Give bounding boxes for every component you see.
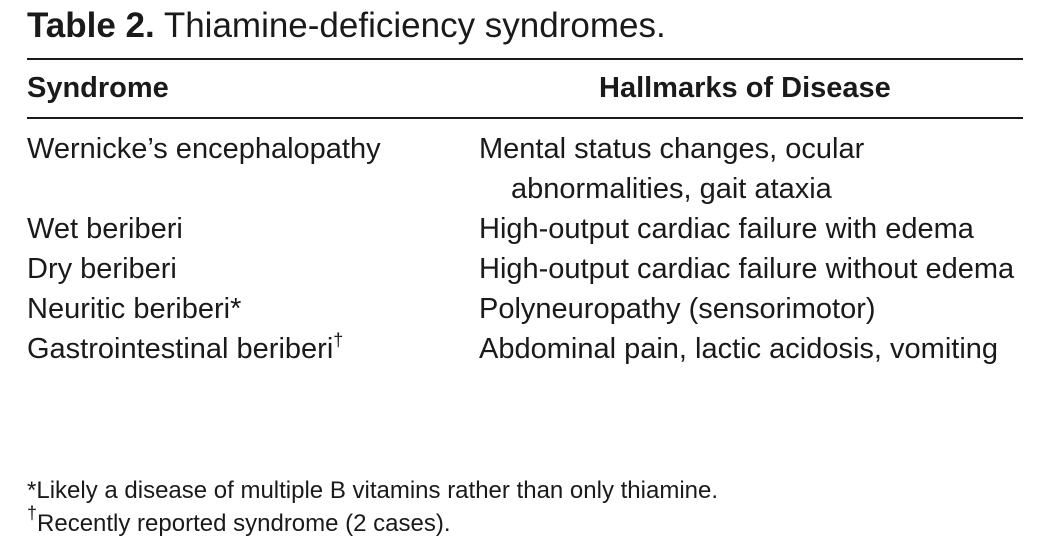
table-title: Thiamine-deficiency syndromes.: [163, 6, 666, 45]
hallmarks-cell: High-output cardiac failure with edema: [479, 213, 974, 245]
table-row: [27, 249, 1027, 289]
table-caption: [27, 4, 666, 48]
hallmarks-cell: Polyneuropathy (sensorimotor): [479, 293, 876, 325]
syndrome-text: Dry beriberi: [27, 253, 177, 285]
hallmarks-cell: Abdominal pain, lactic acidosis, vomiting: [479, 333, 999, 365]
dagger-mark: †: [27, 503, 38, 523]
table-row: [27, 289, 1027, 329]
syndrome-text: Wernicke’s encephalopathy: [27, 133, 381, 165]
syndrome-cell: [27, 289, 479, 329]
table-row: [27, 209, 1027, 249]
table-label: Table 2.: [27, 6, 155, 45]
syndrome-text: Wet beriberi: [27, 213, 183, 245]
table-row: [27, 329, 1027, 369]
hallmarks-cell: Mental status changes, ocular abnormalities, gait ataxia: [479, 133, 865, 205]
top-rule: [27, 58, 1023, 60]
dagger-mark: †: [333, 330, 344, 350]
footnote-text: *Likely a disease of multiple B vitamins rather than only thiamine.: [27, 477, 719, 504]
header-rule: [27, 117, 1023, 119]
column-header-hallmarks: Hallmarks of Disease: [599, 72, 891, 104]
syndrome-cell: [27, 209, 479, 249]
table-row: [27, 129, 1027, 209]
syndrome-cell: [27, 249, 479, 289]
column-header-syndrome: Syndrome: [27, 72, 169, 104]
table-body: [27, 129, 1027, 369]
footnote-text: Recently reported syndrome (2 cases).: [37, 510, 451, 537]
syndrome-cell: [27, 329, 479, 369]
syndrome-text: Neuritic beriberi*: [27, 293, 242, 325]
footnote-asterisk: [27, 475, 718, 507]
footnote-dagger: [27, 503, 451, 540]
syndrome-cell: [27, 129, 479, 209]
syndrome-text: Gastrointestinal beriberi: [27, 333, 334, 365]
hallmarks-cell: High-output cardiac failure without edema: [479, 253, 1015, 285]
